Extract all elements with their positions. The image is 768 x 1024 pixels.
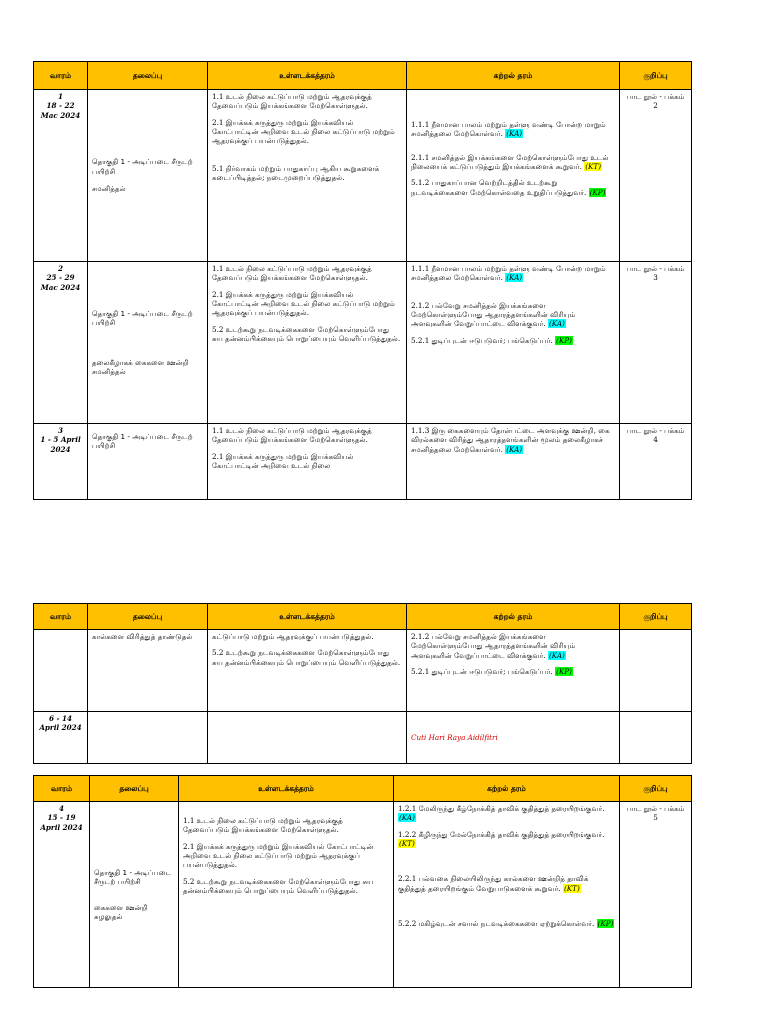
topic-name: தலைகீழாகக் கைகளை ஊன்றி சமனித்தல்: [92, 357, 189, 376]
topic-unit: தொகுதி 1 - அடிப்படை சீருடற் பயிற்சி: [94, 867, 172, 887]
content-item: 5.2 உடற்கூறு நடவடிக்கைகளை மேற்கொள்ளும்போது சுய தன்னம்பிக்கையும் பொறுப்பையும் வெளிப்படுத்துதல்.: [183, 876, 374, 896]
learning-standard-cell: [407, 630, 620, 712]
learning-item: 5.2.1 துடிப்புடன் ஈடுபடுவர்; பங்கெடுப்பர். (KP): [411, 667, 572, 677]
topic-cell: [88, 712, 208, 764]
content-item: 5.2 உடற்கூறு நடவடிக்கைகளை மேற்கொள்ளும்போது சுய தன்னம்பிக்கையும் பொறுப்பையும் வெளிப்படுத்துதல்.: [212, 324, 401, 344]
tag-ka: (KA): [506, 444, 523, 454]
tag-ka: (KA): [506, 273, 523, 283]
header-topic: தலைப்பு: [88, 62, 208, 90]
content-item: 2.1 இயக்கக் கருத்துரு மற்றும் இயக்கவியல் கோட்பாட்டின் அறிவை உடல் நிலை: [212, 451, 354, 471]
topic-cell: [88, 424, 208, 500]
learning-item: 2.1.2 பல்வேறு சமனித்தல் இயக்கங்களை மேற்கொள்ளும்போது ஆதாரத்தளங்களின் விரியும் அளவுகளின் வேறுப்பாட்டை விளக்குவர். (KA): [411, 300, 576, 329]
header-note: குறிப்பு: [620, 62, 692, 90]
learning-item: 2.2.1 பல்வகை நிலையிலிருந்து கால்களை ஊன்றித் தாவிக் குதித்துத் தரையிறங்கும் வேறுபாடுகளைக் கூறுவர். (KT): [398, 874, 589, 893]
content-item: கட்டுப்பாடு மற்றும் ஆதரவுக்குப் பயன்படுத்துதல்.: [212, 632, 374, 641]
week-number: 3: [57, 426, 63, 435]
learning-item: 1.1.1 நீளமான பாலம் மற்றும் தள்ளு வண்டி போன்ற மாறும் சமனித்தலை மேற்கொள்வர். (KA): [411, 264, 606, 283]
table-row-holiday: [34, 712, 692, 764]
week-cell: [34, 90, 88, 262]
content-item: 2.1 இயக்கக் கருத்துரு மற்றும் இயக்கவியல் கோட்பாட்டின் அறிவை உடல் நிலை கட்டுப்பாடு மற்றும் ஆதரவுக்குப் பயன்படுத்துதல்.: [212, 117, 395, 146]
topic-cell: கால்களை விரித்துத் தாண்டுதல்: [88, 630, 208, 712]
week-dates: 6 - 14 April 2024: [34, 712, 88, 764]
tag-ka: (KA): [548, 650, 565, 660]
topic-name: கைகளை ஊன்றி சுழலுதல்: [94, 902, 148, 921]
note-cell: [620, 712, 692, 764]
header-topic: தலைப்பு: [88, 604, 208, 630]
scheme-table-2: [33, 603, 692, 764]
learning-item: 1.2.1 மேலிருந்து கீழ்நோக்கித் தாவிக் குதித்துத் தரையிறங்குவர். (KA): [398, 804, 605, 823]
table-row: [34, 424, 692, 500]
tag-kp: (KP): [556, 667, 572, 677]
note-cell: [620, 630, 692, 712]
header-learning: கற்றல் தரம்: [394, 776, 620, 802]
learning-standard-cell: [407, 262, 620, 424]
content-standard-cell: [208, 424, 407, 500]
header-learning: கற்றல் தரம்: [407, 604, 620, 630]
topic-cell: [88, 90, 208, 262]
note-cell: பாட நூல் - பக்கம் 4: [620, 424, 692, 500]
learning-item: 1.1.1 நீளமான பாலம் மற்றும் தள்ளு வண்டி போன்ற மாறும் சமனித்தலை மேற்கொள்வர். (KA): [411, 120, 606, 139]
content-standard-cell: [179, 802, 394, 988]
learning-item: 2.1.2 பல்வேறு சமனித்தல் இயக்கங்களை மேற்கொள்ளும்போது ஆதாரத்தளங்களின் விரியும் அளவுகளின் வேறுப்பாட்டை விளக்குவர். (KA): [411, 632, 576, 660]
week-dates: 15 - 19 April 2024: [40, 813, 83, 832]
content-item: 5.2 உடற்கூறு நடவடிக்கைகளை மேற்கொள்ளும்போது சுய தன்னம்பிக்கையும் பொறுப்பையும் வெளிப்படுத்துதல்.: [212, 648, 401, 667]
learning-item: 1.2.2 கீழிருந்து மேல்நோக்கித் தாவிக் குதித்துத் தரையிறங்குவர். (KT): [398, 829, 605, 849]
learning-item: 5.2.1 துடிப்புடன் ஈடுபடுவர்; பங்கெடுப்பர். (KP): [411, 335, 572, 345]
header-week: வாரம்: [34, 62, 88, 90]
week-cell: [34, 630, 88, 712]
week-dates: 18 - 22 Mac 2024: [40, 101, 81, 120]
content-item: 1.1 உடல் நிலை கட்டுப்பாடு மற்றும் ஆதரவுக்குத் தேவைப்படும் இயக்கங்களை மேற்கொள்ளுதல்.: [212, 92, 372, 111]
header-note: குறிப்பு: [620, 604, 692, 630]
table-row: [34, 802, 692, 988]
topic-unit: தொகுதி 1 - அடிப்படை சீருடற் பயிற்சி: [92, 157, 193, 176]
learning-standard-cell: [407, 90, 620, 262]
header-week: வாரம்: [34, 604, 88, 630]
learning-item: 5.2.2 மகிழ்வுடன் சவால் நடவடிக்கைகளை ஏற்றுக்கொள்வர். (KP): [398, 919, 614, 929]
week-cell: [34, 424, 88, 500]
tag-kp: (KP): [597, 919, 614, 929]
header-learning: கற்றல் தரம்: [407, 62, 620, 90]
topic-cell: [88, 262, 208, 424]
note-cell: பாட நூல் - பக்கம் 5: [620, 802, 692, 988]
learning-item: 2.1.1 சமனித்தல் இயக்கங்களை மேற்கொள்ளும்போது உடல் நிலையைக் கட்டுப்படுத்தும் இயக்கங்களைக் கூறுவர். (KT): [411, 152, 609, 172]
tag-kp: (KP): [556, 335, 572, 345]
week-number: 4: [58, 804, 64, 813]
scheme-table-3: [33, 775, 692, 988]
tag-kt: (KT): [564, 883, 580, 893]
content-item: 1.1 உடல் நிலை கட்டுப்பாடு மற்றும் ஆதரவுக்குத் தேவைப்படும் இயக்கங்களை மேற்கொள்ளுதல்.: [212, 426, 372, 445]
content-item: 2.1 இயக்கக் கருத்துரு மற்றும் இயக்கவியல் கோட்பாட்டின் அறிவை உடல் நிலை கட்டுப்பாடு மற்றும் ஆதரவுக்குப் பயன்படுத்துதல்.: [212, 289, 395, 318]
note-cell: பாட நூல் - பக்கம் 2: [620, 90, 692, 262]
content-standard-cell: [208, 90, 407, 262]
content-item: 1.1 உடல் நிலை கட்டுப்பாடு மற்றும் ஆதரவுக்குத் தேவைப்படும் இயக்கங்களை மேற்கொள்ளுதல்.: [183, 816, 343, 835]
header-week: வாரம்: [34, 776, 90, 802]
header-note: குறிப்பு: [620, 776, 692, 802]
table-row: [34, 262, 692, 424]
table-header-row: [34, 604, 692, 630]
topic-cell: [90, 802, 179, 988]
header-content: உள்ளடக்கத்தரம்: [208, 604, 407, 630]
table-row: [34, 90, 692, 262]
learning-standard-cell: [407, 424, 620, 500]
table-header-row: [34, 776, 692, 802]
learning-item: 1.1.3 இரு கைகளையும் தோள்பட்டை அளவுக்கு ஊன்றி, கை விரல்களை விரித்து ஆதாரத்தளங்களின் மூலம் தலைகீழாகச் சமனித்தலை மேற்கொள்வர். (KA): [411, 426, 610, 454]
tag-ka: (KA): [399, 813, 415, 823]
topic-unit: தொகுதி 1 - அடிப்படை சீருடற் பயிற்சி: [92, 308, 193, 328]
week-number: 2: [57, 264, 63, 273]
topic-name: சமனித்தல்: [92, 184, 126, 194]
scheme-table-1: [33, 61, 692, 500]
content-item: 1.1 உடல் நிலை கட்டுப்பாடு மற்றும் ஆதரவுக்குத் தேவைப்படும் இயக்கங்களை மேற்கொள்ளுதல்.: [212, 264, 372, 283]
tag-ka: (KA): [506, 129, 523, 139]
week-cell: [34, 802, 90, 988]
content-item: 5.1 நிர்வாகம் மற்றும் பாதுகாப்பு ஆகிய கூறுகளைக் கடைப்பிடித்தல்; நடைமுறைப்படுத்துதல்.: [212, 163, 380, 183]
content-item: 2.1 இயக்கக் கருத்துரு மற்றும் இயக்கவியல் கோட்பாட்டின் அறிவை உடல் நிலை கட்டுப்பாடு மற்றும் ஆதரவுக்குப் பயன்படுத்துதல்.: [183, 841, 374, 870]
tag-ka: (KA): [548, 319, 565, 329]
content-standard-cell: [208, 712, 407, 764]
week-cell: [34, 262, 88, 424]
note-cell: பாட நூல் - பக்கம் 3: [620, 262, 692, 424]
week-dates: 1 - 5 April 2024: [40, 435, 81, 454]
week-dates: 25 - 29 Mac 2024: [40, 273, 81, 292]
week-number: 1: [57, 92, 63, 101]
header-topic: தலைப்பு: [90, 776, 179, 802]
content-standard-cell: [208, 630, 407, 712]
table-row: [34, 630, 692, 712]
tag-kt: (KT): [399, 839, 415, 849]
table-header-row: [34, 62, 692, 90]
header-content: உள்ளடக்கத்தரம்: [179, 776, 394, 802]
topic-unit: தொகுதி 1 - அடிப்படை சீருடற் பயிற்சி: [92, 432, 193, 451]
tag-kp: (KP): [589, 187, 606, 197]
header-content: உள்ளடக்கத்தரம்: [208, 62, 407, 90]
content-standard-cell: [208, 262, 407, 424]
holiday-text: Cuti Hari Raya Aidilfitri: [407, 712, 620, 764]
learning-item: 5.1.2 பாதுகாப்பான வெற்றிடத்தில் உடற்கூறு நடவடிக்கைகளை மேற்கொள்வதை உறுதிப்படுத்துவர். (KP): [411, 178, 606, 197]
learning-standard-cell: [394, 802, 620, 988]
tag-kt: (KT): [585, 162, 602, 172]
